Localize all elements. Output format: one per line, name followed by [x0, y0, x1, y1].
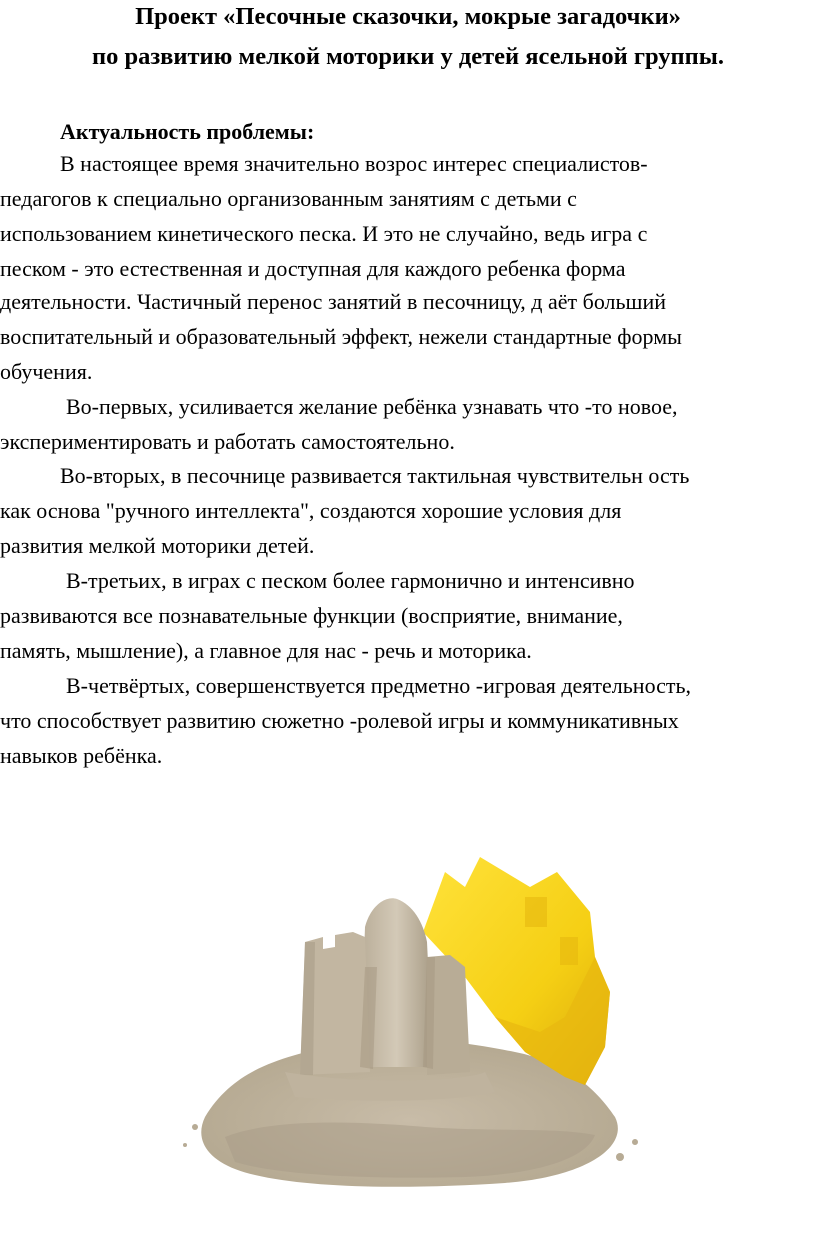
- paragraph-line: В настоящее время значительно возрос интерес специалистов-: [60, 151, 648, 176]
- paragraph-line: Во-вторых, в песочнице развивается тактильная чувствительн ость: [60, 463, 690, 488]
- paragraph-line: использованием кинетического песка. И это не случайно, ведь игра с: [0, 221, 648, 246]
- paragraph-line: развиваются все познавательные функции (восприятие, внимание,: [0, 603, 623, 628]
- paragraph-line: В-четвёртых, совершенствуется предметно -игровая деятельность,: [66, 673, 692, 698]
- section-heading: Актуальность проблемы:: [60, 119, 315, 144]
- paragraph-line: память, мышление), а главное для нас - речь и моторика.: [0, 638, 532, 663]
- paragraph-line: обучения.: [0, 359, 93, 384]
- paragraph-line: навыков ребёнка.: [0, 743, 163, 768]
- paragraph-line: В-третьих, в играх с песком более гармонично и интенсивно: [66, 568, 635, 593]
- paragraph-line: Во-первых, усиливается желание ребёнка узнавать что -то новое,: [66, 394, 678, 419]
- paragraph-line: развития мелкой моторики детей.: [0, 533, 315, 558]
- document-title: Проект «Песочные сказочки, мокрые загадочки»: [135, 3, 681, 30]
- sand-castle-illustration: [165, 817, 672, 1200]
- paragraph-line: педагогов к специально организованным занятиям с детьми с: [0, 186, 577, 211]
- paragraph-line: деятельности. Частичный перенос занятий в песочницу, д аёт больший: [0, 289, 667, 314]
- paragraph-line: песком - это естественная и доступная для каждого ребенка форма: [0, 256, 626, 281]
- sand-castle-photo: [165, 817, 672, 1200]
- document-subtitle: по развитию мелкой моторики у детей ясельной группы.: [91, 43, 725, 70]
- paragraph-line: что способствует развитию сюжетно -ролевой игры и коммуникативных: [0, 708, 679, 733]
- paragraph-line: как основа "ручного интеллекта", создаются хорошие условия для: [0, 498, 622, 523]
- paragraph-line: воспитательный и образовательный эффект, нежели стандартные формы: [0, 324, 682, 349]
- paragraph-line: экспериментировать и работать самостоятельно.: [0, 429, 455, 454]
